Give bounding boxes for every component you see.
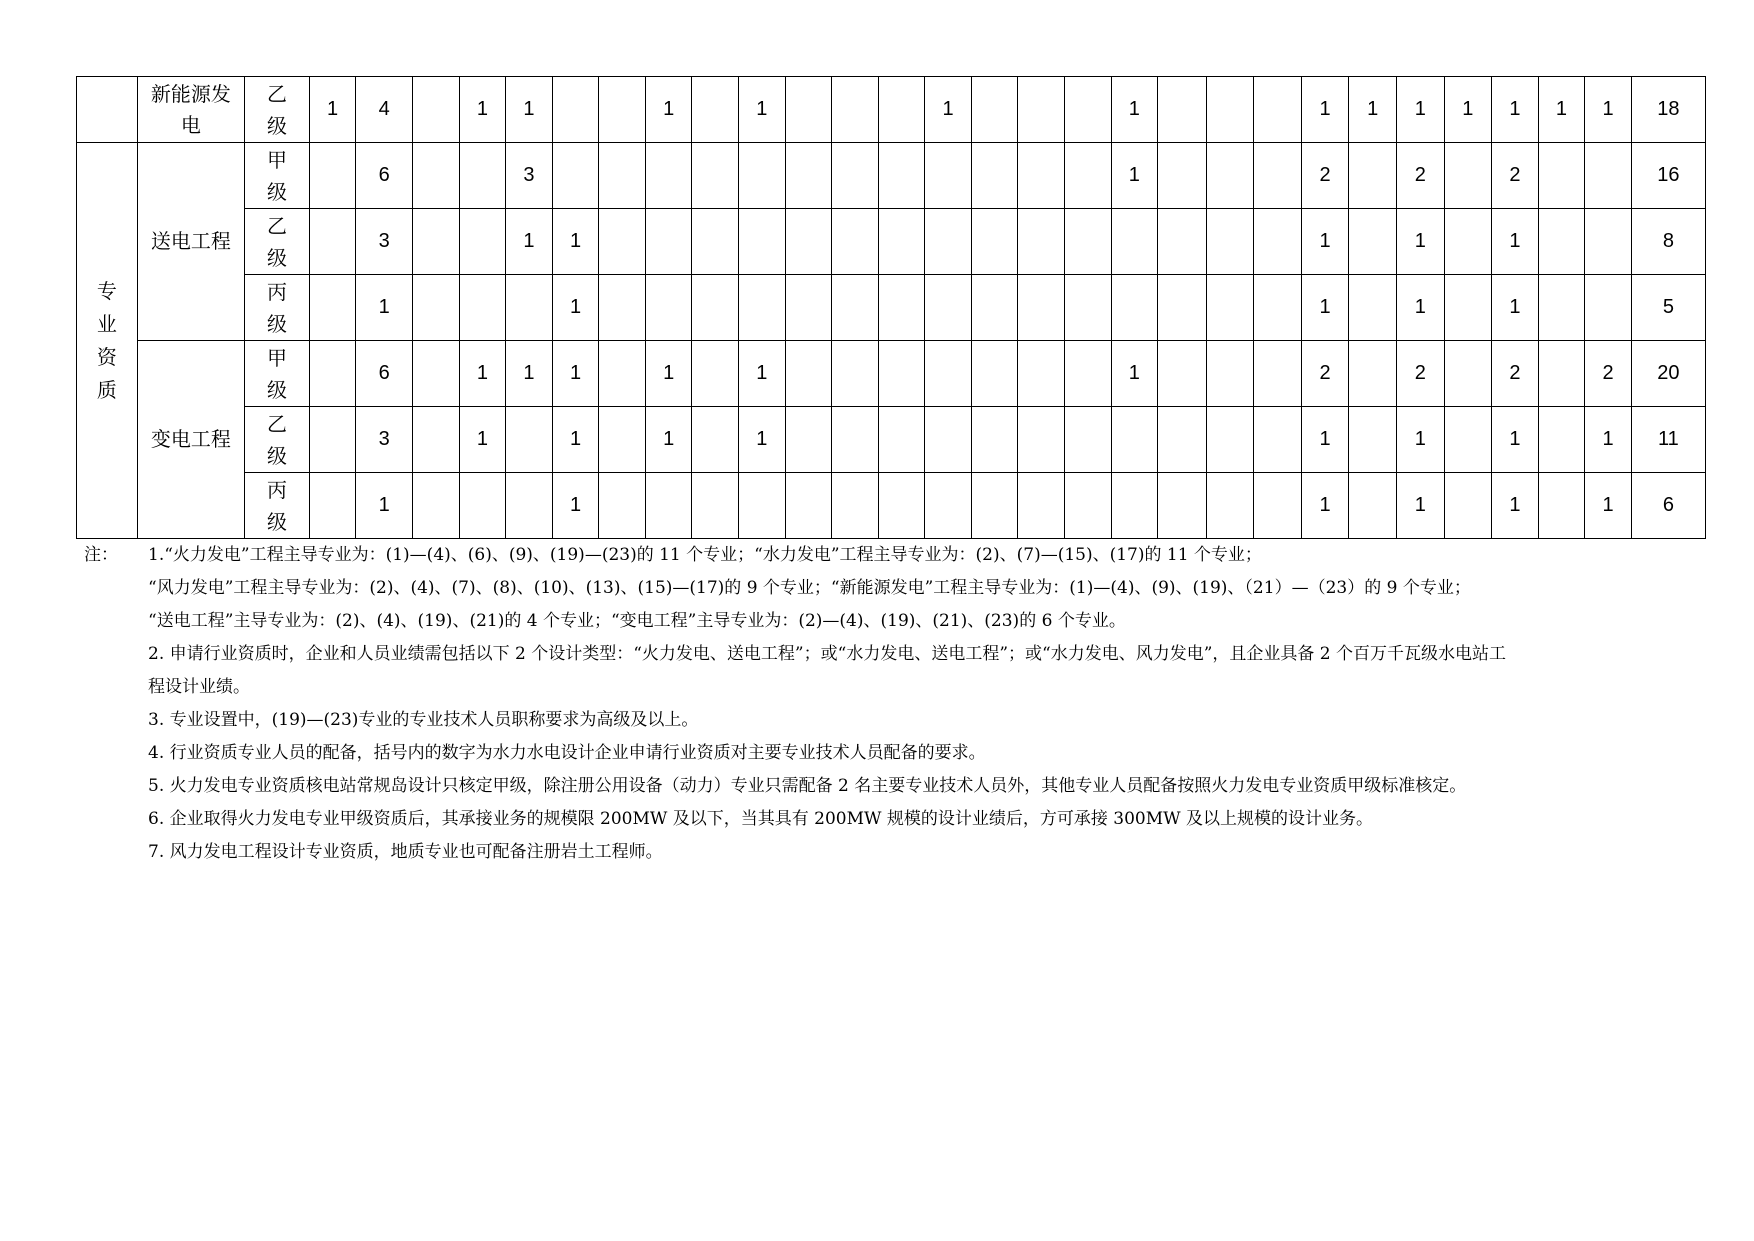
count-cell	[739, 209, 786, 275]
total-cell: 6	[1631, 473, 1705, 539]
table-row	[77, 143, 1706, 209]
count-cell: 1	[1585, 407, 1632, 473]
count-cell	[878, 209, 925, 275]
count-cell	[599, 473, 646, 539]
count-cell	[971, 407, 1018, 473]
count-cell	[1444, 341, 1492, 407]
count-cell	[599, 275, 646, 341]
count-cell: 2	[1492, 143, 1539, 209]
count-cell	[971, 275, 1018, 341]
count-cell	[692, 275, 739, 341]
count-cell	[1444, 407, 1492, 473]
count-cell	[413, 275, 460, 341]
count-cell	[309, 473, 356, 539]
total-cell: 18	[1631, 77, 1705, 143]
note-line: 1.“火力发电”工程主导专业为：(1)—(4)、(6)、(9)、(19)—(23)的 11 个专业；“水力发电”工程主导专业为：(2)、(7)—(15)、(17)的 11 个专业；	[148, 545, 1262, 565]
grade-label: 甲级	[266, 147, 287, 204]
category-cell-blank	[77, 77, 138, 143]
count-cell	[1444, 143, 1492, 209]
total-cell: 5	[1631, 275, 1705, 341]
count-cell	[1158, 143, 1207, 209]
count-cell	[878, 473, 925, 539]
count-cell	[1206, 275, 1254, 341]
count-cell	[785, 77, 832, 143]
count-cell	[1206, 341, 1254, 407]
count-cell: 1	[459, 341, 506, 407]
count-cell: 1	[552, 209, 599, 275]
count-cell	[1018, 473, 1065, 539]
subtype-cell: 变电工程	[137, 341, 244, 539]
count-cell: 1	[1396, 275, 1444, 341]
count-cell	[1349, 209, 1397, 275]
note-line: “风力发电”工程主导专业为：(2)、(4)、(7)、(8)、(10)、(13)、(15)—(17)的 9 个专业；“新能源发电”工程主导专业为：(1)—(4)、(9)、(19)、（21）—（23）的 9 个专业；	[148, 578, 1471, 598]
count-cell: 1	[1396, 407, 1444, 473]
count-cell: 1	[1111, 143, 1158, 209]
count-cell	[832, 77, 879, 143]
count-cell: 1	[1396, 209, 1444, 275]
count-cell: 1	[739, 341, 786, 407]
count-cell: 1	[1396, 77, 1444, 143]
count-cell: 6	[356, 143, 413, 209]
count-cell	[1018, 77, 1065, 143]
count-cell: 1	[356, 275, 413, 341]
count-cell	[599, 209, 646, 275]
count-cell	[1254, 77, 1302, 143]
count-cell: 1	[506, 209, 553, 275]
count-cell: 1	[552, 341, 599, 407]
count-cell	[1158, 341, 1207, 407]
count-cell	[1064, 143, 1111, 209]
count-cell	[1206, 407, 1254, 473]
count-cell: 1	[1349, 77, 1397, 143]
count-cell: 1	[1444, 77, 1492, 143]
count-cell	[1585, 275, 1632, 341]
count-cell	[506, 407, 553, 473]
count-cell	[1018, 407, 1065, 473]
count-cell: 1	[506, 77, 553, 143]
count-cell	[1018, 341, 1065, 407]
count-cell	[459, 275, 506, 341]
count-cell: 2	[1301, 143, 1349, 209]
count-cell	[1585, 143, 1632, 209]
note-line: 7. 风力发电工程设计专业资质，地质专业也可配备注册岩土工程师。	[148, 842, 663, 862]
count-cell: 1	[459, 407, 506, 473]
count-cell	[1018, 275, 1065, 341]
count-cell	[413, 143, 460, 209]
count-cell	[506, 275, 553, 341]
count-cell: 6	[356, 341, 413, 407]
count-cell	[692, 77, 739, 143]
count-cell	[1254, 407, 1302, 473]
count-cell	[1064, 407, 1111, 473]
count-cell	[692, 341, 739, 407]
note-line: 3. 专业设置中，(19)—(23)专业的专业技术人员职称要求为高级及以上。	[148, 710, 699, 730]
count-cell	[599, 77, 646, 143]
grade-label: 丙级	[266, 477, 287, 534]
count-cell	[925, 341, 972, 407]
count-cell	[925, 143, 972, 209]
count-cell	[1349, 275, 1397, 341]
count-cell	[1064, 209, 1111, 275]
note-line: “送电工程”主导专业为：(2)、(4)、(19)、(21)的 4 个专业；“变电工程”主导专业为：(2)—(4)、(19)、(21)、(23)的 6 个专业。	[148, 611, 1126, 631]
table-row	[77, 209, 1706, 275]
grade-label: 乙级	[266, 213, 287, 270]
count-cell	[925, 407, 972, 473]
total-cell: 16	[1631, 143, 1705, 209]
grade-label: 乙级	[266, 81, 287, 138]
count-cell	[413, 77, 460, 143]
count-cell	[1206, 77, 1254, 143]
count-cell	[1158, 473, 1207, 539]
count-cell	[832, 143, 879, 209]
count-cell: 4	[356, 77, 413, 143]
count-cell	[971, 143, 1018, 209]
count-cell	[739, 275, 786, 341]
count-cell	[413, 407, 460, 473]
grade-cell	[245, 275, 310, 341]
count-cell	[692, 143, 739, 209]
count-cell: 3	[506, 143, 553, 209]
count-cell	[1064, 275, 1111, 341]
count-cell: 2	[1396, 143, 1444, 209]
count-cell	[739, 143, 786, 209]
count-cell	[1349, 473, 1397, 539]
count-cell	[1111, 209, 1158, 275]
count-cell	[785, 407, 832, 473]
count-cell: 1	[1492, 275, 1539, 341]
count-cell	[878, 77, 925, 143]
count-cell	[1444, 473, 1492, 539]
count-cell	[413, 209, 460, 275]
count-cell	[692, 407, 739, 473]
category-cell	[77, 143, 138, 539]
count-cell	[1206, 473, 1254, 539]
note-line: 程设计业绩。	[148, 677, 250, 697]
count-cell	[692, 473, 739, 539]
count-cell: 1	[739, 407, 786, 473]
count-cell	[1018, 209, 1065, 275]
total-cell: 8	[1631, 209, 1705, 275]
note-line: 4. 行业资质专业人员的配备，括号内的数字为水力水电设计企业申请行业资质对主要专业技术人员配备的要求。	[148, 743, 986, 763]
count-cell	[506, 473, 553, 539]
table-row	[77, 473, 1706, 539]
count-cell: 1	[1111, 77, 1158, 143]
table-row	[77, 275, 1706, 341]
count-cell	[1206, 143, 1254, 209]
count-cell: 1	[1396, 473, 1444, 539]
count-cell	[1064, 77, 1111, 143]
count-cell: 2	[1492, 341, 1539, 407]
count-cell	[1158, 275, 1207, 341]
count-cell	[832, 473, 879, 539]
count-cell	[1538, 473, 1585, 539]
count-cell	[1254, 143, 1302, 209]
count-cell	[785, 275, 832, 341]
count-cell: 1	[552, 473, 599, 539]
count-cell	[832, 209, 879, 275]
count-cell	[971, 77, 1018, 143]
count-cell	[552, 143, 599, 209]
count-cell: 1	[1301, 77, 1349, 143]
notes-section	[84, 539, 1704, 869]
count-cell	[1585, 209, 1632, 275]
count-cell	[1254, 473, 1302, 539]
table-row	[77, 407, 1706, 473]
count-cell	[739, 473, 786, 539]
count-cell: 1	[1301, 473, 1349, 539]
count-cell: 1	[1301, 275, 1349, 341]
count-cell	[1254, 209, 1302, 275]
count-cell	[1158, 407, 1207, 473]
count-cell: 3	[356, 407, 413, 473]
count-cell	[878, 407, 925, 473]
total-cell: 11	[1631, 407, 1705, 473]
count-cell: 2	[1396, 341, 1444, 407]
count-cell	[1349, 341, 1397, 407]
count-cell	[309, 407, 356, 473]
count-cell	[1444, 275, 1492, 341]
count-cell: 1	[1492, 77, 1539, 143]
note-line: 6. 企业取得火力发电专业甲级资质后，其承接业务的规模限 200MW 及以下，当其具有 200MW 规模的设计业绩后，方可承接 300MW 及以上规模的设计业务。	[148, 809, 1374, 829]
count-cell	[459, 209, 506, 275]
count-cell: 1	[739, 77, 786, 143]
count-cell: 1	[645, 77, 692, 143]
count-cell: 1	[1538, 77, 1585, 143]
count-cell: 1	[1492, 473, 1539, 539]
count-cell: 1	[925, 77, 972, 143]
count-cell: 1	[645, 407, 692, 473]
count-cell	[971, 341, 1018, 407]
count-cell	[1538, 209, 1585, 275]
subtype-cell: 送电工程	[137, 143, 244, 341]
count-cell	[925, 473, 972, 539]
count-cell	[309, 209, 356, 275]
count-cell	[1538, 341, 1585, 407]
count-cell	[1538, 143, 1585, 209]
count-cell: 1	[1111, 341, 1158, 407]
count-cell: 1	[552, 407, 599, 473]
count-cell	[785, 341, 832, 407]
count-cell	[645, 473, 692, 539]
count-cell	[599, 341, 646, 407]
grade-label: 甲级	[266, 345, 287, 402]
count-cell	[413, 341, 460, 407]
grade-cell	[245, 209, 310, 275]
count-cell: 1	[459, 77, 506, 143]
count-cell	[1444, 209, 1492, 275]
count-cell	[459, 143, 506, 209]
count-cell	[459, 473, 506, 539]
count-cell	[971, 473, 1018, 539]
count-cell: 1	[645, 341, 692, 407]
count-cell	[645, 209, 692, 275]
count-cell	[1111, 473, 1158, 539]
grade-label: 乙级	[266, 411, 287, 468]
count-cell	[599, 143, 646, 209]
subtype-cell: 新能源发电	[137, 77, 244, 143]
count-cell	[552, 77, 599, 143]
count-cell	[1158, 209, 1207, 275]
total-cell: 20	[1631, 341, 1705, 407]
count-cell	[1254, 341, 1302, 407]
count-cell: 1	[1492, 209, 1539, 275]
count-cell	[878, 341, 925, 407]
notes-label: 注：	[84, 545, 118, 565]
count-cell	[599, 407, 646, 473]
count-cell	[1158, 77, 1207, 143]
grade-cell	[245, 143, 310, 209]
count-cell	[645, 275, 692, 341]
count-cell: 1	[356, 473, 413, 539]
grade-cell	[245, 407, 310, 473]
count-cell	[971, 209, 1018, 275]
count-cell: 2	[1301, 341, 1349, 407]
count-cell: 1	[1492, 407, 1539, 473]
count-cell	[832, 407, 879, 473]
count-cell	[309, 275, 356, 341]
table-row	[77, 341, 1706, 407]
count-cell	[785, 473, 832, 539]
count-cell: 1	[1301, 407, 1349, 473]
count-cell	[1206, 209, 1254, 275]
count-cell	[878, 143, 925, 209]
count-cell: 2	[1585, 341, 1632, 407]
count-cell	[878, 275, 925, 341]
qualification-table	[76, 76, 1706, 539]
count-cell	[785, 209, 832, 275]
count-cell	[1254, 275, 1302, 341]
count-cell: 1	[1301, 209, 1349, 275]
count-cell	[1111, 407, 1158, 473]
count-cell	[1538, 407, 1585, 473]
count-cell	[832, 275, 879, 341]
count-cell	[785, 143, 832, 209]
count-cell	[1538, 275, 1585, 341]
count-cell	[413, 473, 460, 539]
count-cell	[1349, 407, 1397, 473]
count-cell	[832, 341, 879, 407]
count-cell: 1	[552, 275, 599, 341]
count-cell	[309, 143, 356, 209]
count-cell	[925, 275, 972, 341]
count-cell	[645, 143, 692, 209]
count-cell	[692, 209, 739, 275]
grade-cell	[245, 473, 310, 539]
count-cell	[1064, 341, 1111, 407]
count-cell	[1064, 473, 1111, 539]
count-cell	[1111, 275, 1158, 341]
table-row	[77, 77, 1706, 143]
grade-cell	[245, 77, 310, 143]
note-line: 5. 火力发电专业资质核电站常规岛设计只核定甲级，除注册公用设备（动力）专业只需配备 2 名主要专业技术人员外，其他专业人员配备按照火力发电专业资质甲级标准核定。	[148, 776, 1467, 796]
count-cell: 1	[1585, 473, 1632, 539]
count-cell: 1	[1585, 77, 1632, 143]
grade-label: 丙级	[266, 279, 287, 336]
note-line: 2. 申请行业资质时，企业和人员业绩需包括以下 2 个设计类型：“火力发电、送电工程”；或“水力发电、送电工程”；或“水力发电、风力发电”，且企业具备 2 个百万千瓦级水电站工	[148, 644, 1507, 664]
grade-cell	[245, 341, 310, 407]
count-cell	[1018, 143, 1065, 209]
count-cell	[309, 341, 356, 407]
count-cell: 3	[356, 209, 413, 275]
count-cell	[925, 209, 972, 275]
category-label: 专业资质	[96, 278, 117, 402]
count-cell: 1	[506, 341, 553, 407]
count-cell	[1349, 143, 1397, 209]
count-cell: 1	[309, 77, 356, 143]
